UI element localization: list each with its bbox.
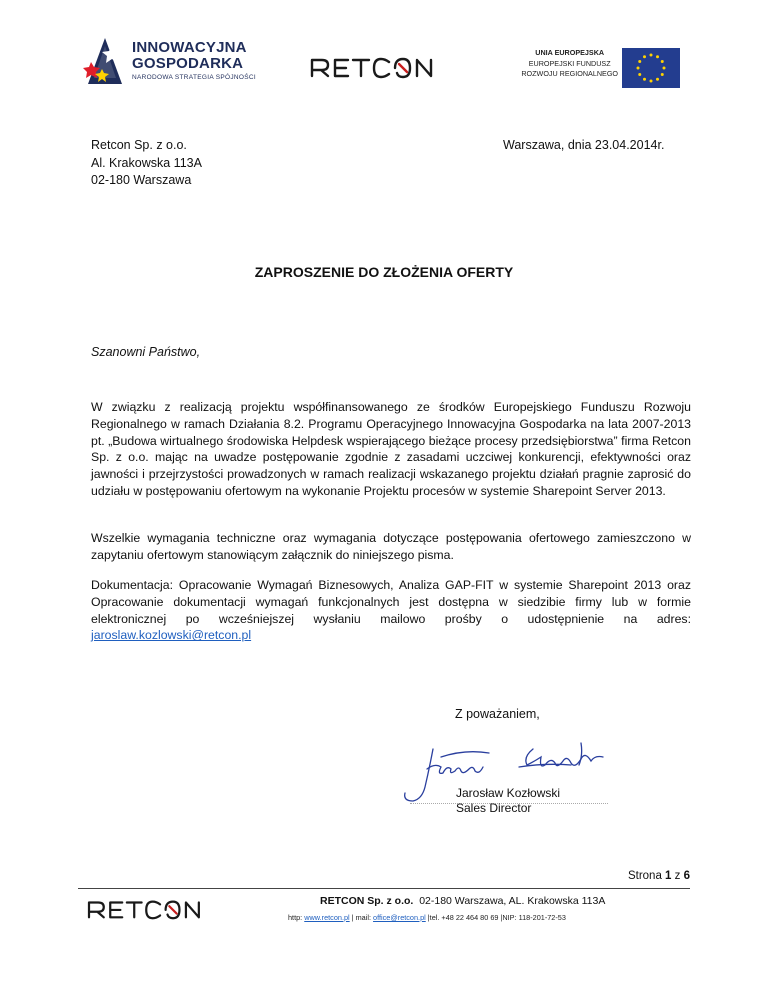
ig-title-line2: GOSPODARKA [132, 55, 244, 72]
eu-line1: UNIA EUROPEJSKA [535, 48, 605, 57]
eu-caption [521, 48, 618, 80]
paragraph-documentation [91, 577, 691, 644]
page-counter-prefix: Strona [627, 870, 666, 882]
eu-flag-icon [622, 48, 680, 88]
footer-contact-line [288, 913, 566, 922]
ig-title-line1: INNOWACYJNA [132, 39, 247, 56]
eu-line3: ROZWOJU REGIONALNEGO [521, 69, 618, 78]
footer-divider [78, 888, 690, 889]
eu-star-icon [661, 73, 664, 76]
paragraph-intro: W związku z realizacją projektu współfinansowanego ze środków Europejskiego Funduszu Rozwoju Regionalnego w ramach Działania 8.2. Programu Operacyjnego Innowacyjna Gospodarka na lata 2007-2013 pt. „Budowa wirtualnego środowiska Helpdesk wspierającego bieżące procesy przedsiębiorstwa” firma Retcon Sp. z o.o. mając na uwadze postępowanie zgodnie z zasadami uczciwej konkurencji, efektywności oraz jawności i przejrzystości prowadzonych w ramach realizacji wskazanego projektu działań pragnie zaprosić do udziału w postępowaniu ofertowym na wykonanie Projektu procesów w systemie Sharepoint Server 2013. [91, 400, 691, 498]
eu-line2: EUROPEJSKI FUNDUSZ [528, 58, 611, 68]
eu-star-icon [656, 78, 659, 81]
innowacyjna-gospodarka-logo [82, 36, 272, 92]
ig-title [132, 40, 247, 72]
ig-emblem-icon [82, 36, 128, 90]
paragraph-documentation-text: Dokumentacja: Opracowanie Wymagań Biznesowych, Analiza GAP-FIT w systemie Sharepoint 2013 oraz Opracowanie dokumentacji wymagań funkcjonalnych jest dostępna w siedzibie firmy lub w formie elektronicznej po wcześniejszej wysłaniu mailowo prośby o udostępnienie na adres: [91, 578, 691, 626]
footer-address: 02-180 Warszawa, AL. Krakowska 113A [419, 895, 606, 907]
footer-website-link[interactable]: www.retcon.pl [304, 913, 350, 922]
sender-address [91, 137, 202, 190]
page-total: 6 [683, 870, 690, 882]
footer-company-line [320, 895, 605, 907]
footer-http-label: http: [288, 913, 305, 922]
date-line: Warszawa, dnia 23.04.2014r. [503, 138, 665, 152]
footer-retcon-wordmark-icon [78, 897, 220, 921]
closing: Z poważaniem, [455, 707, 540, 721]
page-counter [560, 870, 690, 882]
eu-star-icon [643, 78, 646, 81]
contact-email-link[interactable]: jaroslaw.kozlowski@retcon.pl [91, 628, 252, 643]
signatory-position: Sales Director [456, 801, 532, 815]
document-title: ZAPROSZENIE DO ZŁOŻENIA OFERTY [254, 264, 514, 280]
footer-email-link[interactable]: office@retcon.pl [373, 913, 426, 922]
eu-star-icon [638, 73, 641, 76]
footer-company: RETCON Sp. z o.o. [320, 895, 414, 907]
sender-street: Al. Krakowska 113A [91, 155, 202, 170]
footer-mail-label: | mail: [349, 913, 374, 922]
paragraph-requirements: Wszelkie wymagania techniczne oraz wymagania dotyczące postępowania ofertowego zamieszczono w zapytaniu ofertowym stanowiącym załącznik do niniejszego pisma. [91, 531, 691, 562]
page-counter-separator: z [671, 870, 684, 882]
eu-star-icon [638, 60, 641, 63]
footer-retcon-logo [78, 897, 220, 921]
eu-logo [500, 46, 680, 90]
retcon-wordmark-icon [308, 54, 446, 80]
footer-contact-rest: |tel. +48 22 464 80 69 |NIP: 118-201-72-53 [425, 913, 566, 922]
eu-star-icon [650, 54, 653, 57]
eu-star-icon [656, 55, 659, 58]
sender-city: 02-180 Warszawa [91, 173, 192, 187]
eu-star-icon [637, 67, 640, 70]
signatory-name: Jarosław Kozłowski [456, 786, 561, 800]
page-current: 1 [665, 870, 672, 882]
sender-company: Retcon Sp. z o.o. [91, 138, 187, 152]
eu-star-icon [663, 67, 666, 70]
retcon-logo [308, 54, 446, 80]
eu-star-icon [661, 60, 664, 63]
eu-star-icon [643, 55, 646, 58]
eu-star-icon [650, 80, 653, 83]
salutation: Szanowni Państwo, [91, 345, 201, 359]
ig-subtitle: NARODOWA STRATEGIA SPÓJNOŚCI [132, 74, 256, 81]
